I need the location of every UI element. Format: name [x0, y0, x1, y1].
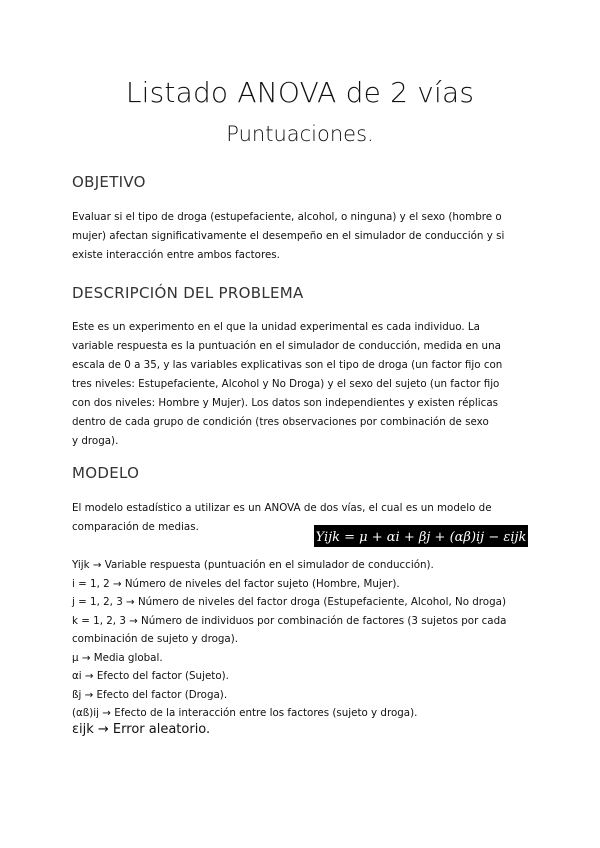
section-heading-modelo: MODELO	[72, 464, 140, 482]
section-heading-objetivo: OBJETIVO	[72, 173, 146, 191]
paragraph-line: con dos niveles: Hombre y Mujer). Los datos son independientes y existen réplicas	[72, 397, 498, 409]
paragraph-line: Evaluar si el tipo de droga (estupefaciente, alcohol, o ninguna) y el sexo (hombre o	[72, 211, 502, 223]
definition-line: αi → Efecto del factor (Sujeto).	[72, 670, 229, 682]
paragraph-line: variable respuesta es la puntuación en el simulador de conducción, medida en una	[72, 340, 501, 352]
model-definitions	[72, 556, 542, 723]
formula-text: Yijk = μ + αi + βj + (αβ)ij − εijk	[315, 530, 527, 545]
section-heading-descripcion: DESCRIPCIÓN DEL PROBLEMA	[72, 284, 304, 302]
document-subtitle: Puntuaciones.	[226, 122, 374, 146]
definition-line: j = 1, 2, 3 → Número de niveles del factor droga (Estupefaciente, Alcohol, No droga)	[72, 596, 506, 608]
anova-formula	[314, 525, 528, 547]
document-title: Listado ANOVA de 2 vías	[125, 76, 475, 109]
descripcion-paragraph	[72, 318, 534, 451]
definition-line: Yijk → Variable respuesta (puntuación en el simulador de conducción).	[72, 559, 434, 571]
paragraph-line: El modelo estadístico a utilizar es un ANOVA de dos vías, el cual es un modelo de	[72, 502, 492, 514]
paragraph-line: comparación de medias.	[72, 521, 199, 533]
definition-line: combinación de sujeto y droga).	[72, 633, 239, 645]
definition-line: ßj → Efecto del factor (Droga).	[72, 688, 228, 701]
definition-line: i = 1, 2 → Número de niveles del factor sujeto (Hombre, Mujer).	[72, 577, 400, 590]
paragraph-line: mujer) afectan significativamente el desempeño en el simulador de conducción y si	[72, 230, 505, 242]
paragraph-line: existe interacción entre ambos factores.	[72, 249, 280, 261]
paragraph-line: y droga).	[72, 435, 119, 447]
definition-line: µ → Media global.	[72, 651, 163, 664]
paragraph-line: Este es un experimento en el que la unidad experimental es cada individuo. La	[72, 321, 480, 333]
paragraph-line: dentro de cada grupo de condición (tres observaciones por combinación de sexo	[72, 416, 489, 428]
error-definition: εijk → Error aleatorio.	[72, 722, 211, 737]
objetivo-paragraph	[72, 208, 534, 265]
definition-line: k = 1, 2, 3 → Número de individuos por combinación de factores (3 sujetos por cada	[72, 614, 507, 627]
definition-line: (αß)ij → Efecto de la interacción entre los factores (sujeto y droga).	[72, 707, 418, 719]
paragraph-line: tres niveles: Estupefaciente, Alcohol y No Droga) y el sexo del sujeto (un factor fijo	[72, 378, 500, 390]
paragraph-line: escala de 0 a 35, y las variables explicativas son el tipo de droga (un factor fijo con	[72, 359, 503, 371]
